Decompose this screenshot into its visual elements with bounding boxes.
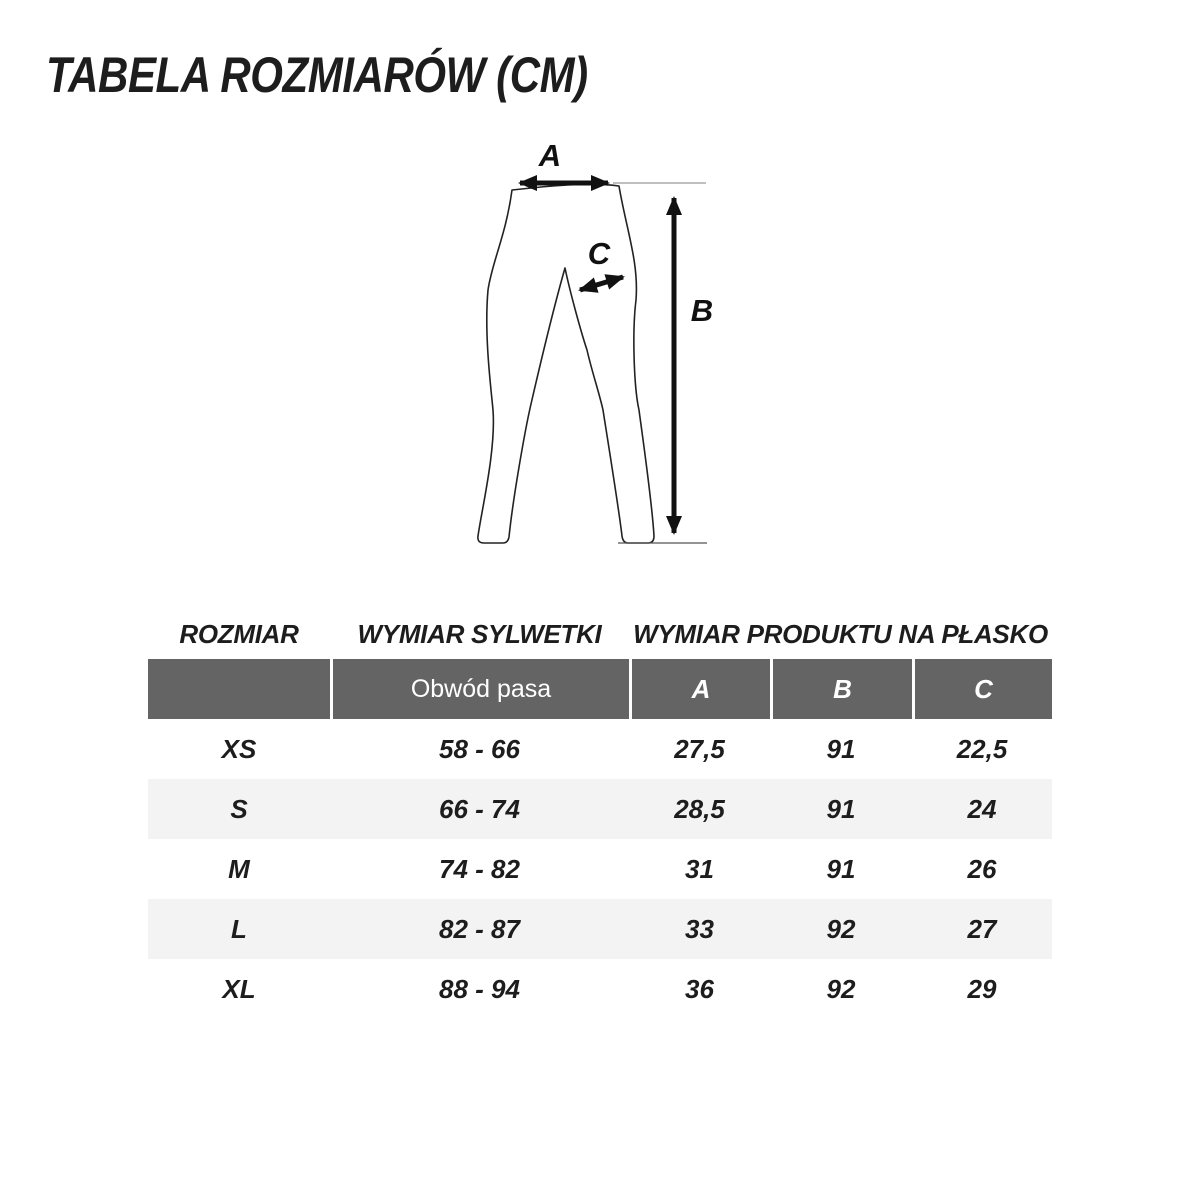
group-header-size: ROZMIAR	[179, 619, 299, 649]
size-cell: M	[228, 854, 250, 884]
value-c-cell: 24	[967, 794, 997, 824]
value-b-cell: 92	[826, 914, 856, 944]
value-a-cell: 33	[685, 914, 714, 944]
page-title: TABELA ROZMIARÓW (CM)	[46, 47, 588, 103]
value-a-cell: 31	[685, 854, 714, 884]
size-table	[148, 612, 1052, 1019]
pants-outline	[478, 184, 654, 543]
value-b-cell: 92	[826, 974, 856, 1004]
value-a-cell: 36	[685, 974, 714, 1004]
size-cell: L	[231, 914, 247, 944]
table-group-header-row	[148, 612, 1052, 659]
group-header-body-measure: WYMIAR SYLWETKI	[357, 619, 602, 649]
waist-cell: 88 - 94	[439, 974, 520, 1004]
value-a-cell: 27,5	[674, 734, 725, 764]
value-b-cell: 91	[826, 794, 856, 824]
value-a-cell: 28,5	[674, 794, 725, 824]
size-cell: XS	[221, 734, 257, 764]
table-row	[148, 779, 1052, 839]
label-c: C	[587, 236, 611, 271]
size-cell: XL	[222, 974, 256, 1004]
table-row	[148, 959, 1052, 1019]
waist-cell: 66 - 74	[439, 794, 520, 824]
table-row	[148, 899, 1052, 959]
table-row	[148, 839, 1052, 899]
waist-cell: 74 - 82	[439, 854, 520, 884]
value-c-cell: 27	[967, 914, 997, 944]
value-b-cell: 91	[826, 734, 856, 764]
subheader-b: B	[770, 659, 912, 719]
waist-cell: 58 - 66	[439, 734, 520, 764]
table-subheader-row	[148, 659, 1052, 719]
pants-measurement-diagram	[420, 120, 790, 590]
group-header-product-flat: WYMIAR PRODUKTU NA PŁASKO	[633, 619, 1048, 649]
crotch-arrow	[580, 277, 623, 290]
value-b-cell: 91	[826, 854, 856, 884]
label-b: B	[690, 293, 714, 328]
value-c-cell: 22,5	[956, 734, 1008, 764]
value-c-cell: 26	[967, 854, 997, 884]
subheader-waist: Obwód pasa	[330, 659, 629, 719]
table-row	[148, 719, 1052, 779]
value-c-cell: 29	[967, 974, 997, 1004]
label-a: A	[538, 138, 562, 173]
waist-cell: 82 - 87	[439, 914, 520, 944]
subheader-a: A	[629, 659, 770, 719]
subheader-c: C	[912, 659, 1052, 719]
subheader-size	[148, 659, 330, 719]
size-cell: S	[230, 794, 248, 824]
